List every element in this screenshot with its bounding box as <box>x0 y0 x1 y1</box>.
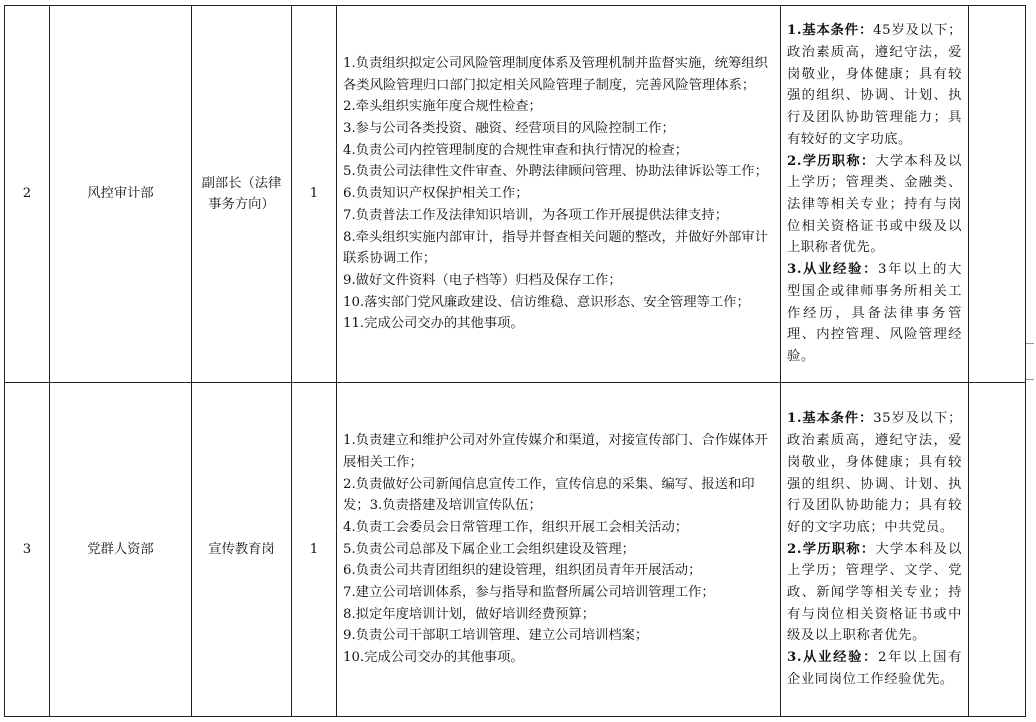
table-row <box>5 383 1026 717</box>
duty-item: 4.负责公司内控管理制度的合规性审查和执行情况的检查； <box>343 142 689 158</box>
requirements-cell <box>781 6 969 383</box>
requirement-text: 大学本科及以上学历；管理类、金融类、法律等相关专业；持有与岗位相关资格证书或中级及以上职称者优先。 <box>787 153 962 256</box>
duty-item: 5.负责公司总部及下属企业工会组织建设及管理； <box>343 541 635 557</box>
margin-marker <box>1026 343 1034 344</box>
requirement-heading: 2.学历职称： <box>787 153 876 169</box>
duty-item: 5.负责公司法律性文件审查、外聘法律顾问管理、协助法律诉讼等工作； <box>343 164 768 180</box>
requirement-heading: 3.从业经验： <box>787 262 879 278</box>
duty-item: 10.落实部门党风廉政建设、信访维稳、意识形态、安全管理等工作； <box>343 294 750 310</box>
requirement-text: 35岁及以下；政治素质高，遵纪守法，爱岗敬业，身体健康；具有较强的组织、协调、计划、执行及团队协助能力；具有较好的文字功底；中共党员。 <box>787 411 962 535</box>
duties-cell <box>337 6 781 383</box>
duty-item: 1.负责建立和维护公司对外宣传媒介和渠道，对接宣传部门、合作媒体开展相关工作； <box>343 433 768 470</box>
duty-item: 1.负责组织拟定公司风险管理制度体系及管理机制并监督实施，统筹组织各类风险管理归口部门拟定相关风险管理子制度，完善风险管理体系； <box>343 55 768 93</box>
department-cell: 党群人资部 <box>50 383 192 717</box>
requirement-text: 3年以上的大型国企或律师事务所相关工作经历，具备法律事务管理、内控管理、风险管理经验。 <box>787 262 962 364</box>
duty-item: 2.负责做好公司新闻信息宣传工作，宣传信息的采集、编写、报送和印发；3.负责搭建及培训宣传队伍； <box>343 476 755 514</box>
position-label: 副部长（法律事务方向） <box>201 175 282 212</box>
job-table <box>4 5 1026 717</box>
requirement-item <box>787 647 962 690</box>
table-row <box>5 6 1026 383</box>
duty-item: 11.完成公司交办的其他事项。 <box>343 316 524 332</box>
duties-cell <box>337 383 781 717</box>
duty-item: 6.负责知识产权保护相关工作； <box>343 186 529 202</box>
headcount-cell: 1 <box>292 383 337 717</box>
requirement-item <box>787 259 962 368</box>
requirement-item <box>787 408 962 538</box>
duty-item: 9.做好文件资料（电子档等）归档及保存工作； <box>343 272 622 288</box>
headcount-cell: 1 <box>292 6 337 383</box>
requirement-text: 大学本科及以上学历；管理学、文学、党政、新闻学等相关专业；持有与岗位相关资格证书或中级及以上职称者优先。 <box>787 541 962 644</box>
note-cell <box>969 6 1026 383</box>
requirement-item <box>787 151 962 260</box>
duty-item: 9.负责公司干部职工培训管理、建立公司培训档案； <box>343 628 649 644</box>
duty-item: 8.牵头组织实施内部审计，指导并督查相关问题的整改，并做好外部审计联系协调工作； <box>343 229 768 267</box>
duty-item: 2.牵头组织实施年度合规性检查； <box>343 99 542 115</box>
duty-item: 10.完成公司交办的其他事项。 <box>343 650 524 666</box>
duty-item: 8.拟定年度培训计划，做好培训经费预算； <box>343 606 596 622</box>
requirement-heading: 1.基本条件： <box>787 411 874 427</box>
requirement-heading: 2.学历职称： <box>787 541 876 557</box>
row-number: 3 <box>5 383 50 717</box>
position-cell <box>192 383 292 717</box>
duty-item: 7.负责普法工作及法律知识培训，为各项工作开展提供法律支持； <box>343 207 728 223</box>
position-label: 宣传教育岗 <box>208 541 275 557</box>
duty-item: 7.建立公司培训体系，参与指导和监督所属公司培训管理工作； <box>343 585 715 601</box>
margin-marker <box>1026 379 1034 380</box>
requirement-heading: 3.从业经验： <box>787 650 879 666</box>
position-cell <box>192 6 292 383</box>
requirement-item <box>787 539 962 648</box>
requirement-item <box>787 20 962 150</box>
requirements-cell <box>781 383 969 717</box>
requirement-text: 45岁及以下；政治素质高，遵纪守法，爱岗敬业，身体健康；具有较强的组织、协调、计划、执行及团队协助管理能力；具有较好的文字功底。 <box>787 23 962 147</box>
department-cell: 风控审计部 <box>50 6 192 383</box>
requirement-text: 2年以上国有企业同岗位工作经验优先。 <box>787 650 962 687</box>
duty-item: 6.负责公司共青团组织的建设管理，组织团员青年开展活动； <box>343 563 702 579</box>
duty-item: 4.负责工会委员会日常管理工作，组织开展工会相关活动； <box>343 519 689 535</box>
row-number: 2 <box>5 6 50 383</box>
note-cell <box>969 383 1026 717</box>
duty-item: 3.参与公司各类投资、融资、经营项目的风险控制工作； <box>343 121 675 137</box>
requirement-heading: 1.基本条件： <box>787 23 874 39</box>
